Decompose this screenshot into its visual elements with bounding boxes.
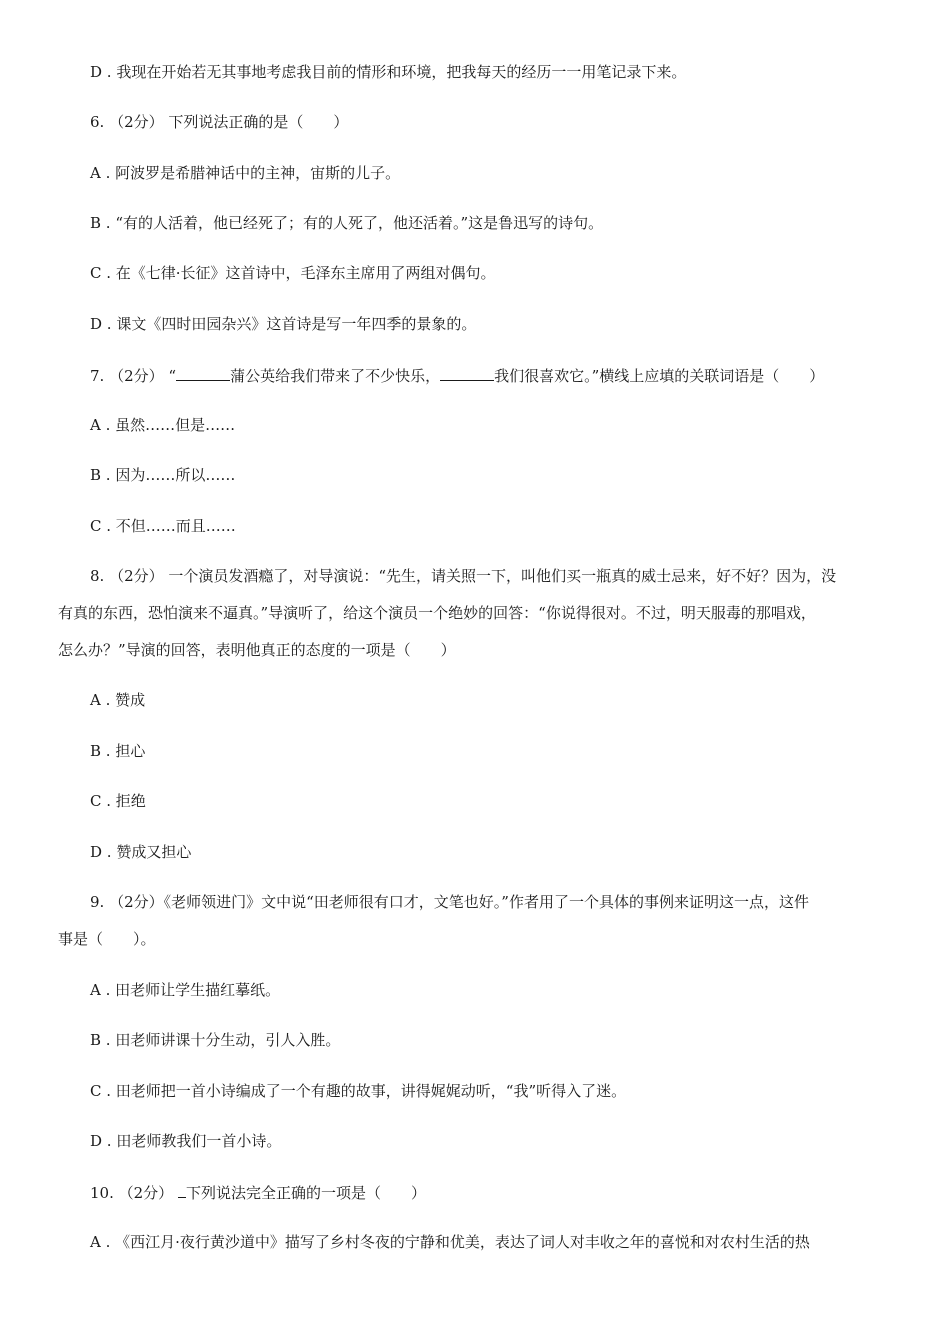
q7-stem-part2: 蒲公英给我们带来了不少快乐， [230,367,441,385]
q8-option-b: B . 担心 [90,742,146,760]
q7-option-b: B . 因为……所以…… [90,466,236,484]
q6-option-c: C . 在《七律·长征》这首诗中，毛泽东主席用了两组对偶句。 [90,264,496,282]
q8-stem-line1: 8. （2分） 一个演员发酒瘾了，对导演说：“先生，请关照一下，叫他们买一瓶真的威士忌来，好不好？因为，没 [90,567,837,585]
q8-option-d: D . 赞成又担心 [90,843,192,861]
q9-option-c: C . 田老师把一首小诗编成了一个有趣的故事，讲得娓娓动听，“我”听得入了迷。 [90,1082,627,1100]
q6-option-d: D . 课文《四时田园杂兴》这首诗是写一年四季的景象的。 [90,315,477,333]
q6-stem: 6. （2分） 下列说法正确的是（ ） [90,113,349,131]
q7-blank-2 [440,364,494,381]
q7-blank-1 [176,364,230,381]
q8-stem-line2: 有真的东西，恐怕演来不逼真。”导演听了，给这个演员一个绝妙的回答：“你说得很对。不过，明天服毒的那唱戏， [58,604,816,622]
q10-stem-part1: 10. （2分） [90,1184,178,1202]
q6-option-b: B . “有的人活着，他已经死了；有的人死了，他还活着。”这是鲁迅写的诗句。 [90,214,604,232]
q7-stem-part1: 7. （2分） “ [90,367,177,385]
q9-option-b: B . 田老师讲课十分生动，引人入胜。 [90,1031,341,1049]
q10-option-a: A . 《西江月·夜行黄沙道中》描写了乡村冬夜的宁静和优美，表达了词人对丰收之年的喜悦和对农村生活的热 [90,1233,810,1251]
q9-option-a: A . 田老师让学生描红摹纸。 [90,981,281,999]
q6-option-a: A . 阿波罗是希腊神话中的主神，宙斯的儿子。 [90,164,401,182]
q8-stem-line3: 怎么办？”导演的回答，表明他真正的态度的一项是（ ） [58,641,456,659]
q5-option-d: D . 我现在开始若无其事地考虑我目前的情形和环境，把我每天的经历一一用笔记录下来。 [90,63,687,81]
q10-stem [90,1181,426,1203]
q9-option-d: D . 田老师教我们一首小诗。 [90,1132,282,1150]
q10-stem-part2: 下列说法完全正确的一项是（ ） [185,1184,426,1202]
q8-option-a: A . 赞成 [90,691,146,709]
q10-blank [178,1181,186,1198]
q7-option-a: A . 虽然……但是…… [90,416,236,434]
q9-stem-line2: 事是（ ）。 [58,930,156,948]
q7-option-c: C . 不但……而且…… [90,517,236,535]
q7-stem [90,364,824,386]
q9-stem-line1: 9. （2分）《老师领进门》文中说“田老师很有口才，文笔也好。”作者用了一个具体的事例来证明这一点，这件 [90,893,809,911]
q8-option-c: C . 拒绝 [90,792,146,810]
q7-stem-part3: 我们很喜欢它。”横线上应填的关联词语是（ ） [494,367,825,385]
